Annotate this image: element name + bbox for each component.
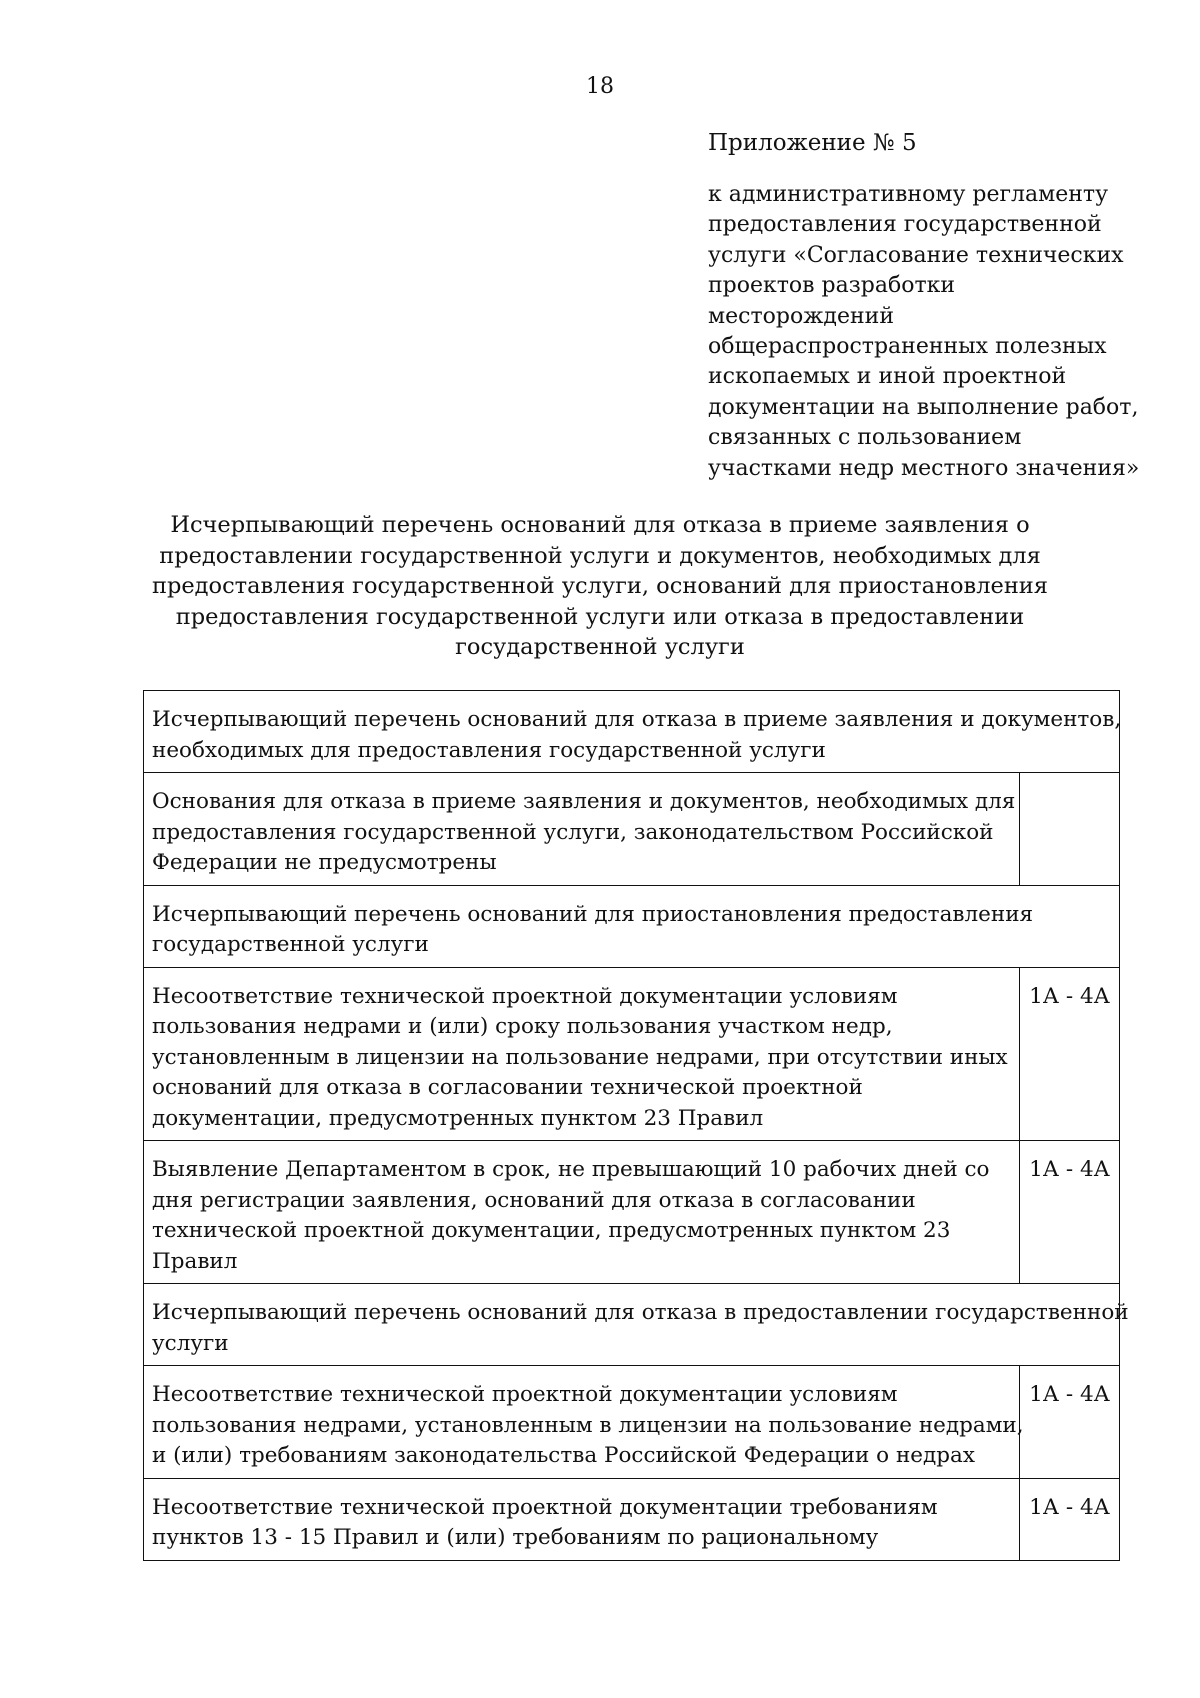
ground-text-cell bbox=[144, 773, 1020, 886]
cell-line: Исчерпывающий перечень оснований для отказа в предоставлении государственной bbox=[152, 1300, 1129, 1325]
ground-text-cell bbox=[144, 1478, 1020, 1560]
table-row bbox=[144, 1366, 1120, 1479]
annex-title: Приложение № 5 bbox=[708, 130, 917, 156]
cell-line: услуги bbox=[152, 1330, 229, 1356]
table-section-row bbox=[144, 1284, 1120, 1366]
annex-reference-line: общераспространенных полезных bbox=[708, 334, 1107, 360]
table-row bbox=[144, 1478, 1120, 1560]
section-cell bbox=[144, 885, 1120, 967]
table-section-row bbox=[144, 885, 1120, 967]
annex-reference-line: документации на выполнение работ, bbox=[708, 394, 1139, 420]
annex-reference-line: проектов разработки bbox=[708, 273, 956, 299]
cell-line: Федерации не предусмотрены bbox=[152, 850, 497, 875]
cell-line: предоставления государственной услуги, законодательством Российской bbox=[152, 819, 994, 845]
cell-line: Исчерпывающий перечень оснований для отказа в приеме заявления и документов, bbox=[152, 707, 1122, 732]
cell-line: Основания для отказа в приеме заявления и документов, необходимых для bbox=[152, 789, 1016, 814]
cell-line: дня регистрации заявления, оснований для отказа в согласовании bbox=[152, 1187, 916, 1213]
heading-line: предоставлении государственной услуги и документов, необходимых для bbox=[159, 542, 1041, 569]
ground-code-cell bbox=[1020, 773, 1120, 886]
document-heading bbox=[0, 510, 1200, 663]
heading-line: предоставления государственной услуги, оснований для приостановления bbox=[151, 573, 1049, 600]
section-cell bbox=[144, 691, 1120, 773]
annex-reference-line: связанных с пользованием bbox=[708, 425, 1022, 451]
cell-line: Несоответствие технической проектной документации условиям bbox=[152, 1382, 898, 1407]
ground-text-cell bbox=[144, 967, 1020, 1141]
cell-line: пунктов 13 - 15 Правил и (или) требованиям по рациональному bbox=[152, 1525, 879, 1550]
annex-reference bbox=[708, 180, 1148, 484]
grounds-table bbox=[143, 690, 1129, 1561]
heading-line: предоставления государственной услуги или отказа в предоставлении bbox=[175, 603, 1025, 630]
cell-line: Несоответствие технической проектной документации условиям bbox=[152, 983, 898, 1009]
cell-line: Несоответствие технической проектной документации требованиям bbox=[152, 1494, 938, 1520]
ground-code-cell: 1А - 4А bbox=[1020, 1478, 1120, 1560]
ground-text-cell bbox=[144, 1141, 1020, 1284]
table-row bbox=[144, 773, 1120, 886]
cell-line: пользования недрами, установленным в лицензии на пользование недрами, bbox=[152, 1412, 1024, 1438]
cell-line: и (или) требованиям законодательства Российской Федерации о недрах bbox=[152, 1443, 975, 1468]
annex-reference-line: к административному регламенту bbox=[708, 182, 1109, 207]
annex-reference-line: услуги «Согласование технических bbox=[708, 242, 1124, 268]
cell-line: пользования недрами и (или) сроку пользования участком недр, bbox=[152, 1014, 893, 1039]
cell-line: Выявление Департаментом в срок, не превышающий 10 рабочих дней со bbox=[152, 1157, 990, 1182]
annex-reference-line: ископаемых и иной проектной bbox=[708, 364, 1067, 390]
heading-line: государственной услуги bbox=[455, 634, 745, 661]
section-cell bbox=[144, 1284, 1129, 1366]
cell-line: Исчерпывающий перечень оснований для приостановления предоставления bbox=[152, 901, 1034, 927]
cell-line: необходимых для предоставления государственной услуги bbox=[152, 737, 826, 763]
heading-line: Исчерпывающий перечень оснований для отказа в приеме заявления о bbox=[170, 512, 1030, 538]
ground-code-cell: 1А - 4А bbox=[1020, 1366, 1120, 1479]
annex-reference-line: месторождений bbox=[708, 303, 894, 329]
annex-reference-line: участками недр местного значения» bbox=[708, 455, 1140, 481]
table-row bbox=[144, 1141, 1120, 1284]
page-number: 18 bbox=[586, 74, 614, 99]
cell-line: установленным в лицензии на пользование недрами, при отсутствии иных bbox=[152, 1044, 1008, 1070]
cell-line: документации, предусмотренных пунктом 23 Правил bbox=[152, 1105, 764, 1131]
table-section-row bbox=[144, 691, 1120, 773]
table-row bbox=[144, 967, 1120, 1141]
cell-line: оснований для отказа в согласовании технической проектной bbox=[152, 1075, 863, 1100]
ground-code-cell: 1А - 4А bbox=[1020, 1141, 1120, 1284]
cell-line: Правил bbox=[152, 1248, 238, 1274]
cell-line: технической проектной документации, предусмотренных пунктом 23 bbox=[152, 1218, 951, 1243]
cell-line: государственной услуги bbox=[152, 932, 429, 957]
ground-text-cell bbox=[144, 1366, 1024, 1479]
annex-reference-line: предоставления государственной bbox=[708, 212, 1102, 238]
ground-code-cell: 1А - 4А bbox=[1020, 967, 1120, 1141]
